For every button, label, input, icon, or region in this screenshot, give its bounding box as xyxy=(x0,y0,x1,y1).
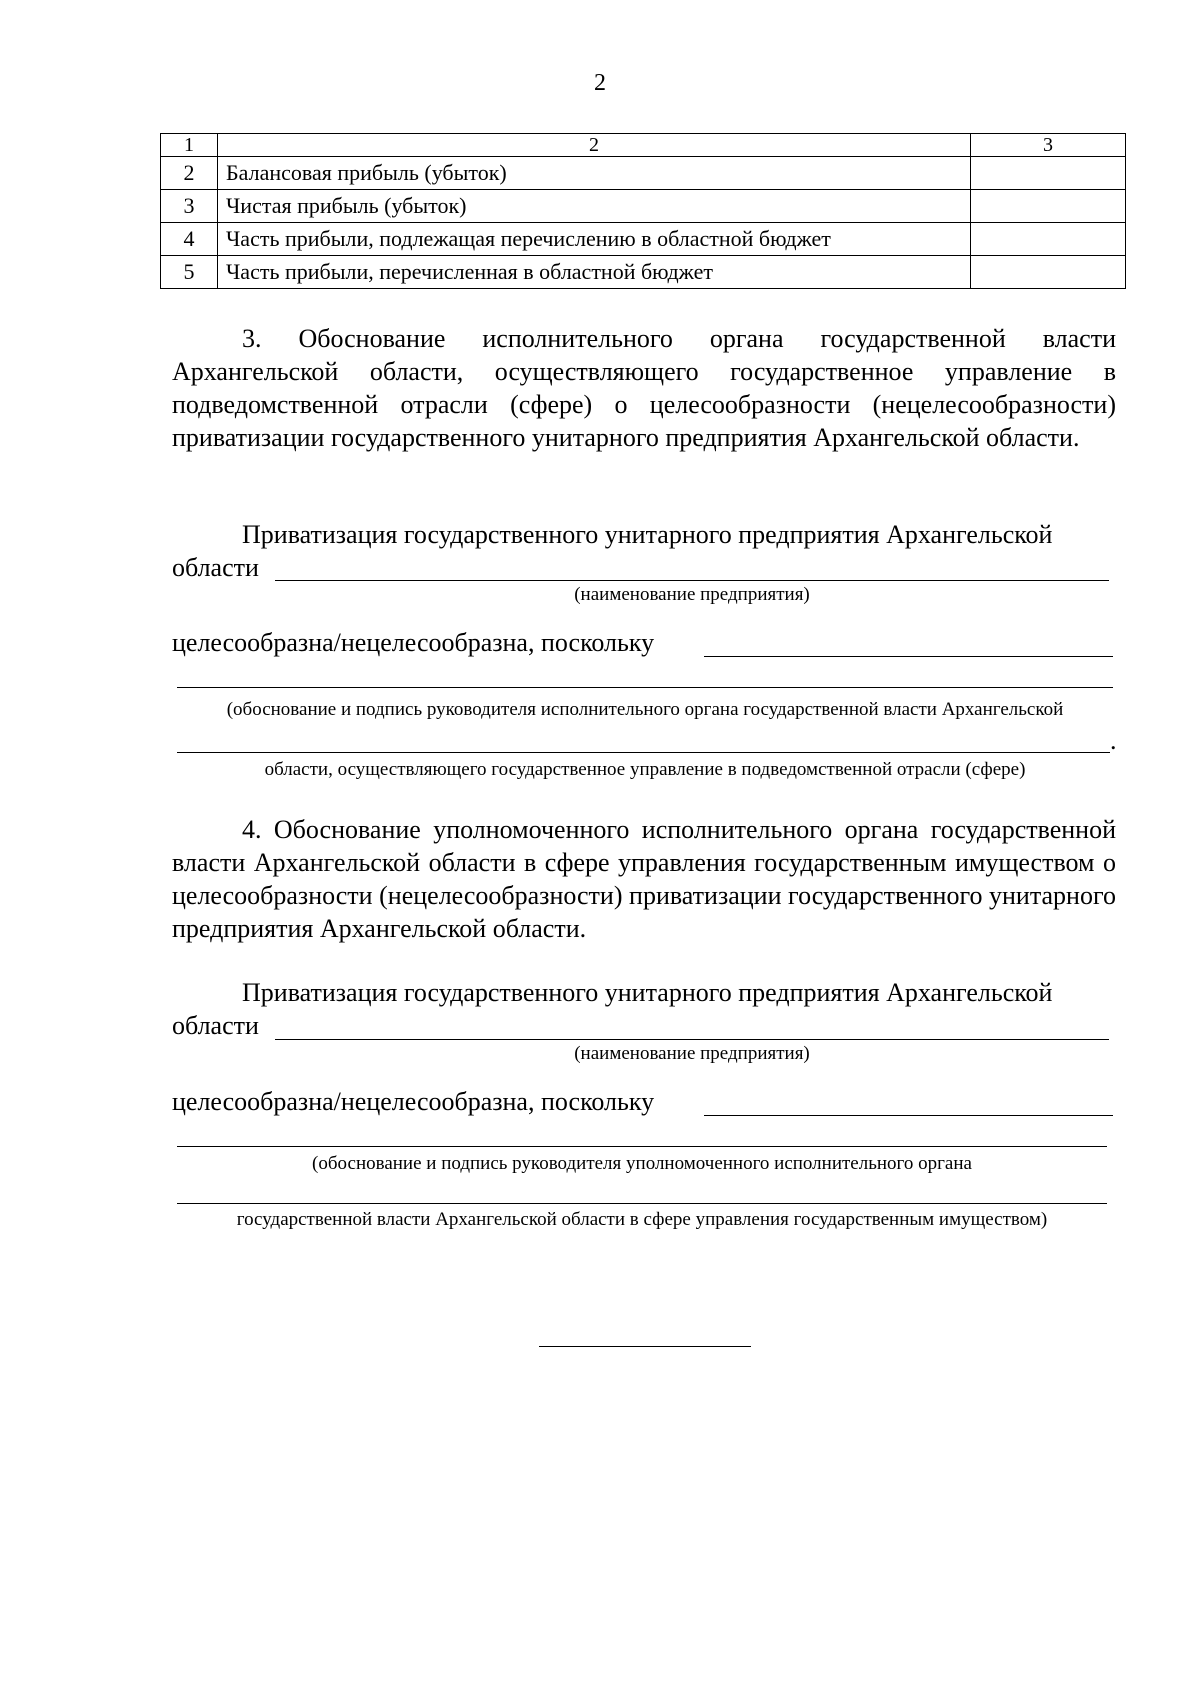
section3-enterprise-name-field[interactable] xyxy=(275,580,1109,581)
section4-enterprise-name-field[interactable] xyxy=(275,1039,1109,1040)
row-number: 2 xyxy=(161,157,218,190)
row-text: Часть прибыли, перечисленная в областной бюджет xyxy=(218,256,971,289)
row-number: 3 xyxy=(161,190,218,223)
section4-reason-field[interactable] xyxy=(704,1115,1113,1116)
section3-heading xyxy=(172,322,1116,454)
row-number: 4 xyxy=(161,223,218,256)
table-header-cell: 3 xyxy=(971,134,1126,157)
section3-heading-text: 3. Обоснование исполнительного органа государственной власти Архангельской области, осуществляющего государственное управление в подведомственной отрасли (сфере) о целесообразности (нецелесообразности) приватизации государственного унитарного предприятия Архангельской области. xyxy=(172,324,1116,452)
row-value[interactable] xyxy=(971,223,1126,256)
section4-privatization-line2: области xyxy=(172,1011,259,1040)
section3-basis-field-2[interactable] xyxy=(177,752,1110,753)
table-row xyxy=(161,157,1126,190)
row-value[interactable] xyxy=(971,190,1126,223)
section3-caption-name: (наименование предприятия) xyxy=(574,584,810,605)
table-header-cell: 1 xyxy=(161,134,218,157)
section3-basis-field-1[interactable] xyxy=(177,687,1113,688)
section4-caption-basis2: государственной власти Архангельской области в сфере управления государственным имуществом) xyxy=(236,1209,1048,1230)
section3-caption-basis2: области, осуществляющего государственное управление в подведомственной отрасли (сфере) xyxy=(264,759,1026,780)
section4-caption-basis1: (обоснование и подпись руководителя уполномоченного исполнительного органа xyxy=(312,1153,972,1174)
section4-basis-field-2[interactable] xyxy=(177,1203,1107,1204)
section3-reason-label: целесообразна/нецелесообразна, поскольку xyxy=(172,628,655,657)
section3-privatization-line1: Приватизация государственного унитарного предприятия Архангельской xyxy=(242,520,1053,549)
section4-reason-label: целесообразна/нецелесообразна, поскольку xyxy=(172,1087,655,1116)
end-of-document-rule xyxy=(539,1346,751,1347)
table-header-cell: 2 xyxy=(218,134,971,157)
table-row xyxy=(161,256,1126,289)
page-number: 2 xyxy=(594,70,606,96)
table-header-row xyxy=(161,134,1126,157)
section4-basis-field-1[interactable] xyxy=(177,1146,1107,1147)
row-text: Часть прибыли, подлежащая перечислению в областной бюджет xyxy=(218,223,971,256)
section4-privatization-line1: Приватизация государственного унитарного предприятия Архангельской xyxy=(242,978,1053,1007)
row-value[interactable] xyxy=(971,256,1126,289)
section3-privatization-line2: области xyxy=(172,553,259,582)
row-text: Балансовая прибыль (убыток) xyxy=(218,157,971,190)
row-text: Чистая прибыль (убыток) xyxy=(218,190,971,223)
section3-reason-field[interactable] xyxy=(704,656,1113,657)
section4-heading-text: 4. Обоснование уполномоченного исполнительного органа государственной власти Архангельской области в сфере управления государственным имуществом о целесообразности (нецелесообразности) приватизации государственного унитарного предприятия Архангельской области. xyxy=(172,815,1116,943)
row-value[interactable] xyxy=(971,157,1126,190)
profit-table xyxy=(160,133,1126,289)
row-number: 5 xyxy=(161,256,218,289)
section4-caption-name: (наименование предприятия) xyxy=(574,1043,810,1064)
table-row xyxy=(161,190,1126,223)
section3-caption-basis1: (обоснование и подпись руководителя исполнительного органа государственной власти Архангельской xyxy=(226,699,1064,720)
section4-heading xyxy=(172,813,1116,945)
section3-end-period: . xyxy=(1110,726,1117,755)
table-row xyxy=(161,223,1126,256)
